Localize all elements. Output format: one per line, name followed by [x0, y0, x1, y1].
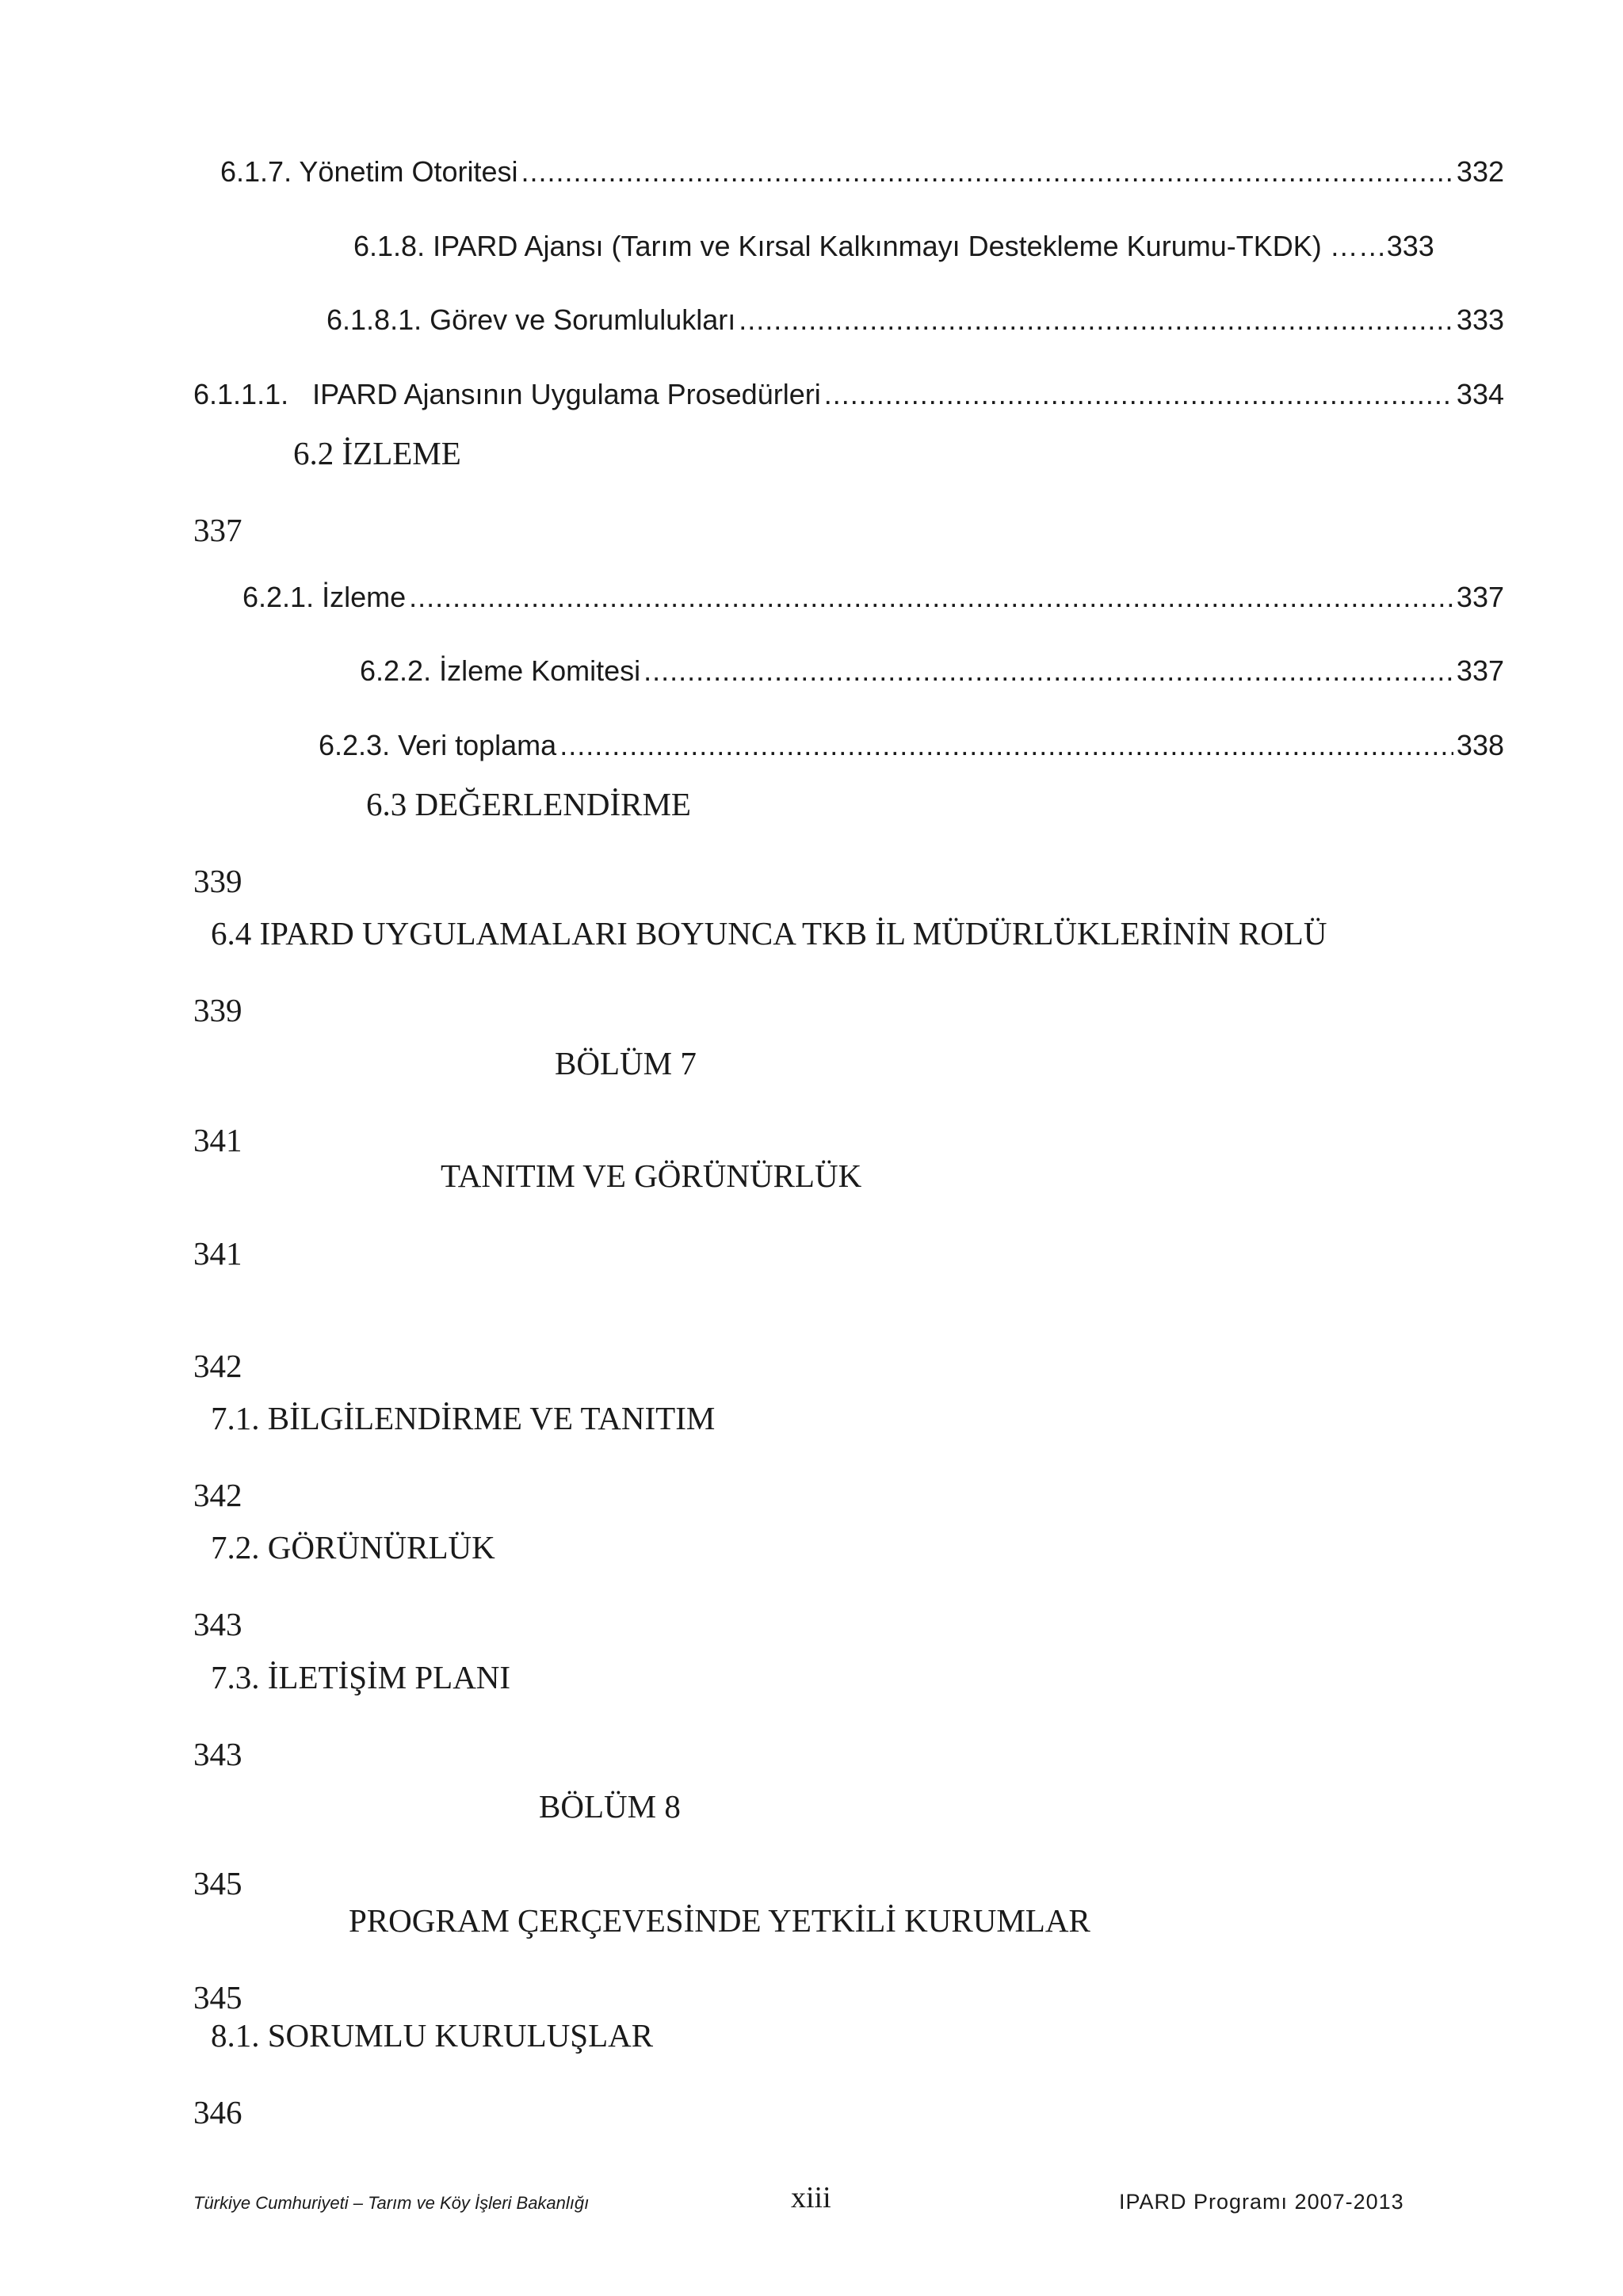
section-heading: 7.3. İLETİŞİM PLANI	[211, 1659, 511, 1695]
page-number: 343	[193, 1606, 242, 1642]
toc-entry	[327, 303, 1504, 337]
footer-program: IPARD Programı 2007-2013	[1119, 2190, 1404, 2214]
section-heading: 8.1. SORUMLU KURULUŞLAR	[211, 2017, 654, 2054]
dot-leader	[559, 729, 1453, 762]
toc-entry-page: 338	[1456, 729, 1504, 761]
page-number: 343	[193, 1736, 242, 1772]
toc-entry-page: 337	[1456, 581, 1504, 613]
chapter-title: PROGRAM ÇERÇEVESİNDE YETKİLİ KURUMLAR	[349, 1902, 1090, 1939]
toc-entry	[220, 155, 1504, 189]
toc-entry-label: 6.1.8.1. Görev ve Sorumlulukları	[327, 303, 736, 336]
page-number: 341	[193, 1235, 242, 1272]
page-number: 346	[193, 2094, 242, 2130]
toc-entry	[319, 729, 1504, 762]
section-heading: 7.2. GÖRÜNÜRLÜK	[211, 1529, 495, 1566]
page-number: 337	[193, 512, 242, 548]
page-number: 345	[193, 1979, 242, 2016]
toc-entry-page: 337	[1456, 654, 1504, 687]
page-number: 342	[193, 1348, 242, 1384]
dot-leader	[739, 303, 1453, 337]
toc-entry-label: 6.1.8. IPARD Ajansı (Tarım ve Kırsal Kalkınmayı Destekleme Kurumu-TKDK) ……	[353, 230, 1387, 262]
chapter-title: TANITIM VE GÖRÜNÜRLÜK	[441, 1158, 862, 1194]
toc-entry-page: 333	[1386, 230, 1434, 262]
chapter-heading: BÖLÜM 7	[555, 1045, 697, 1081]
footer-ministry: Türkiye Cumhuriyeti – Tarım ve Köy İşleri Bakanlığı	[193, 2193, 590, 2213]
toc-entry-label: 6.1.7. Yönetim Otoritesi	[220, 155, 518, 188]
dot-leader	[521, 155, 1453, 189]
toc-entry-page: 333	[1456, 303, 1504, 336]
dot-leader	[824, 378, 1453, 411]
toc-entry	[242, 581, 1504, 614]
toc-entry	[193, 378, 1504, 411]
page-number: 339	[193, 992, 242, 1028]
toc-entry	[353, 230, 1504, 263]
toc-entry	[360, 654, 1504, 688]
toc-entry-label: 6.2.3. Veri toplama	[319, 729, 557, 761]
section-heading: 6.4 IPARD UYGULAMALARI BOYUNCA TKB İL MÜDÜRLÜKLERİNİN ROLÜ	[211, 915, 1327, 952]
dot-leader	[409, 581, 1453, 614]
toc-entry-label: 6.1.1.1. IPARD Ajansının Uygulama Prosedürleri	[193, 378, 821, 410]
page-number: 339	[193, 863, 242, 899]
section-heading: 6.2 İZLEME	[293, 435, 461, 471]
section-heading: 6.3 DEĞERLENDİRME	[366, 786, 691, 822]
toc-entry-page: 332	[1456, 155, 1504, 188]
section-heading: 7.1. BİLGİLENDİRME VE TANITIM	[211, 1400, 716, 1436]
toc-entry-label: 6.2.1. İzleme	[242, 581, 407, 613]
toc-entry-label: 6.2.2. İzleme Komitesi	[360, 654, 641, 687]
page-number: 342	[193, 1477, 242, 1513]
chapter-heading: BÖLÜM 8	[539, 1788, 681, 1825]
footer-page-number: xiii	[791, 2181, 831, 2214]
page-number: 345	[193, 1865, 242, 1901]
dot-leader	[643, 654, 1453, 688]
toc-entry-page: 334	[1456, 378, 1504, 410]
page-number: 341	[193, 1122, 242, 1158]
